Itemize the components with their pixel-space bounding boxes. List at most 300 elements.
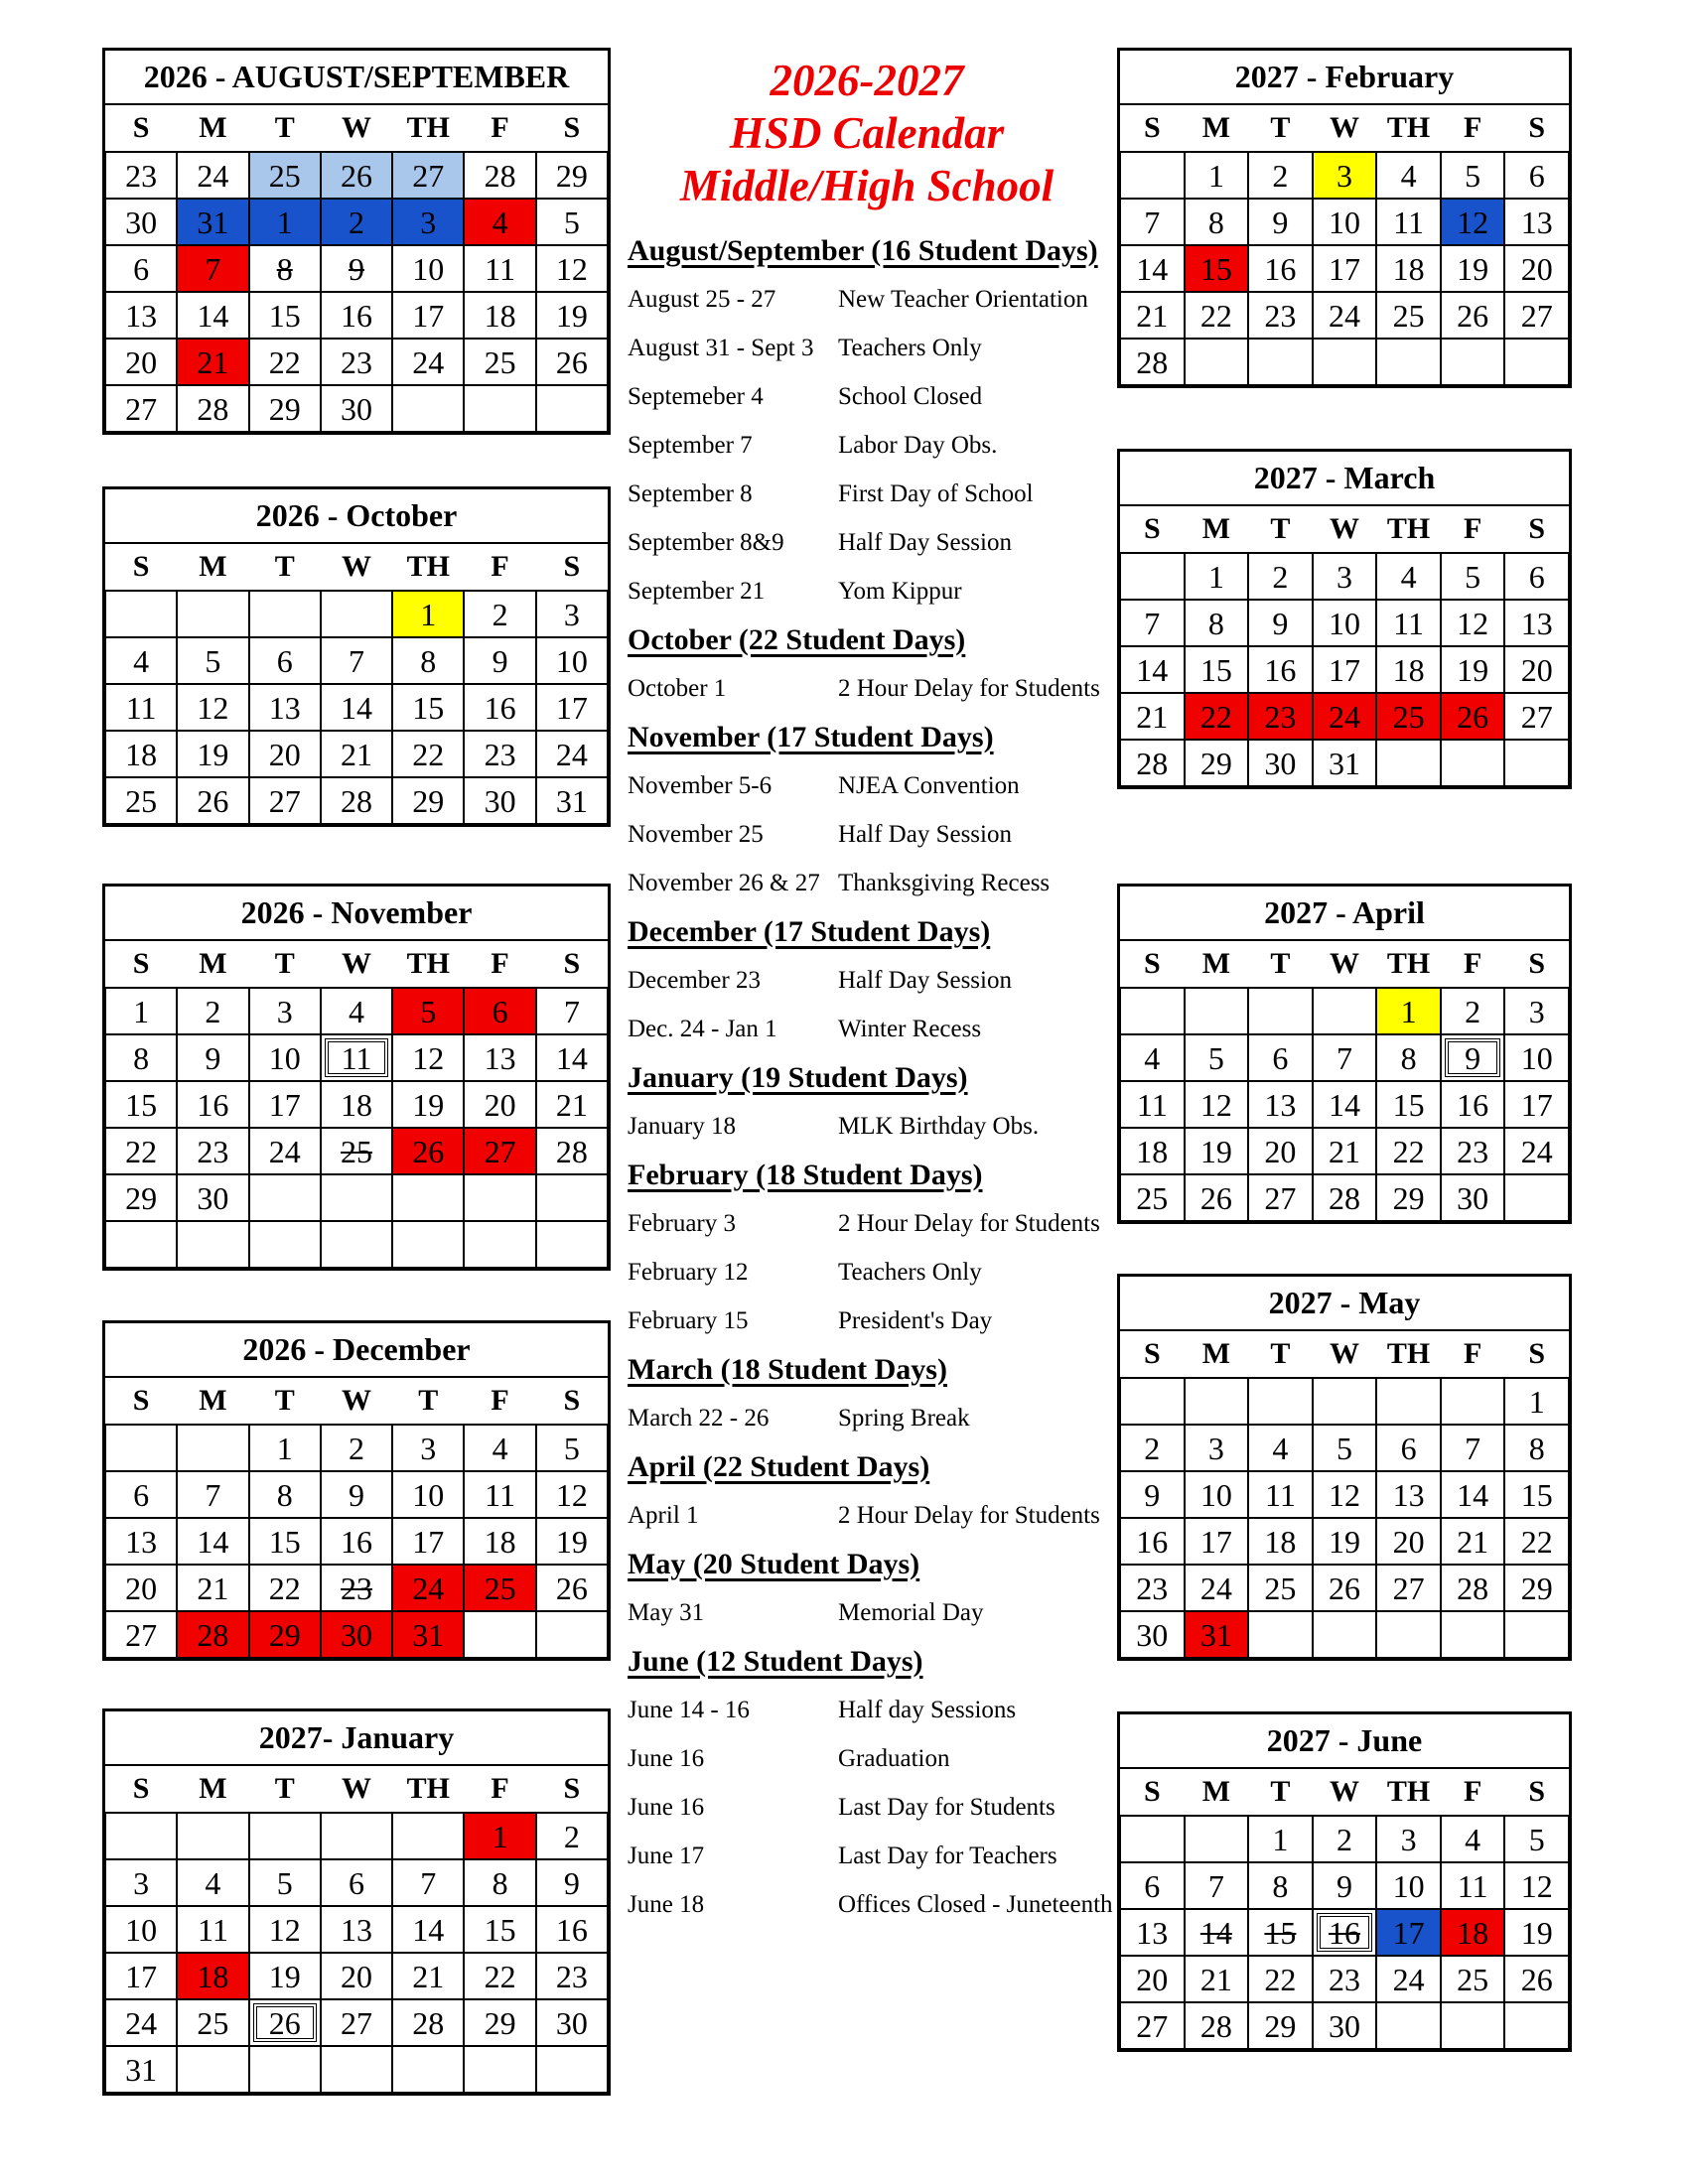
day-cell [105, 637, 177, 684]
weekday-label: M [199, 1772, 227, 1805]
event-description: 2 Hour Delay for Students [838, 1501, 1100, 1529]
day-cell [1441, 1518, 1505, 1565]
weekday-label: W [1329, 947, 1359, 980]
day-number: 9 [492, 642, 508, 679]
day-cell [1441, 1128, 1505, 1174]
day-cell [1376, 553, 1441, 600]
event-description: Half Day Session [838, 820, 1012, 848]
weekday-label: W [341, 111, 371, 144]
day-cell [249, 1611, 321, 1658]
day-cell [1504, 1471, 1569, 1518]
day-number: 6 [492, 993, 508, 1029]
event-date: January 18 [628, 1112, 736, 1140]
day-number: 15 [1264, 1914, 1297, 1951]
calendar-march-2027 [1117, 449, 1572, 789]
day-number: 23 [555, 1958, 588, 1994]
day-cell [1185, 1128, 1249, 1174]
weekday-header-row [105, 105, 608, 152]
section-heading [628, 1151, 1106, 1199]
day-cell [1504, 292, 1569, 339]
day-number: 27 [1264, 1179, 1297, 1216]
calendar-title: 2027 - March [1120, 452, 1569, 506]
day-cell [1313, 339, 1377, 385]
day-cell [1504, 693, 1569, 740]
day-cell [392, 731, 464, 777]
day-number: 27 [1520, 698, 1553, 735]
day-cell [105, 1128, 177, 1174]
event-row [628, 275, 1106, 324]
calendar-october-2026 [102, 486, 611, 827]
day-number: 25 [1136, 1179, 1169, 1216]
weekday-label: F [491, 1772, 509, 1805]
day-number: 19 [555, 297, 588, 334]
day-cell [1185, 1174, 1249, 1221]
day-cell [105, 1953, 177, 1999]
day-cell [536, 1034, 608, 1081]
weekday-label: S [1143, 1775, 1161, 1808]
weekday-label: S [1528, 947, 1546, 980]
day-number: 3 [563, 596, 580, 632]
day-number: 22 [1264, 1961, 1297, 1997]
day-cell [249, 1174, 321, 1221]
day-number: 26 [555, 1570, 588, 1606]
event-description: MLK Birthday Obs. [838, 1112, 1040, 1140]
event-date: August 31 - Sept 3 [628, 334, 814, 361]
day-number: 22 [1520, 1523, 1553, 1560]
day-cell [464, 1906, 535, 1953]
day-cell [464, 1128, 535, 1174]
weekday-label: S [563, 111, 581, 144]
day-number: 25 [340, 1133, 372, 1169]
day-number: 17 [1199, 1523, 1232, 1560]
day-number: 17 [1328, 250, 1360, 287]
day-number: 23 [484, 736, 516, 772]
day-cell [321, 731, 392, 777]
day-cell [1248, 1909, 1313, 1956]
day-number: 19 [1457, 651, 1489, 688]
day-cell [177, 339, 248, 385]
day-number: 26 [268, 2004, 301, 2041]
section-heading [628, 1345, 1106, 1394]
day-number: 5 [1528, 1821, 1545, 1857]
day-number: 9 [1272, 204, 1289, 240]
day-number: 22 [484, 1958, 516, 1994]
day-cell [177, 1034, 248, 1081]
day-number: 27 [412, 157, 445, 194]
day-cell [1504, 988, 1569, 1034]
day-cell [321, 1518, 392, 1565]
day-cell [1504, 1128, 1569, 1174]
event-description: Last Day for Students [838, 1793, 1055, 1821]
day-number: 13 [1520, 204, 1553, 240]
page-title [628, 55, 1106, 212]
day-cell [536, 1999, 608, 2046]
day-cell [105, 1034, 177, 1081]
day-number: 6 [1400, 1430, 1417, 1466]
day-cell [105, 1174, 177, 1221]
day-cell [1248, 152, 1313, 199]
weekday-label: M [1201, 111, 1231, 144]
day-cell [1248, 1128, 1313, 1174]
day-number: 16 [555, 1911, 588, 1948]
day-number: 20 [1136, 1961, 1169, 1997]
day-number: 25 [1457, 1961, 1489, 1997]
day-cell [1120, 1565, 1185, 1611]
weekday-label: TH [406, 947, 450, 980]
day-number: 13 [125, 297, 158, 334]
event-description: Offices Closed - Juneteenth [838, 1890, 1113, 1918]
day-cell [1504, 1081, 1569, 1128]
day-cell [1441, 1425, 1505, 1471]
day-number: 21 [412, 1958, 445, 1994]
day-grid [105, 1813, 608, 2093]
day-number: 4 [1144, 1039, 1161, 1076]
day-cell [177, 1813, 248, 1859]
day-number: 6 [1272, 1039, 1289, 1076]
day-cell [321, 591, 392, 637]
weekday-label: S [1528, 1775, 1546, 1808]
day-cell [1441, 1174, 1505, 1221]
day-cell [177, 1953, 248, 1999]
day-cell [392, 292, 464, 339]
day-cell [536, 637, 608, 684]
day-cell [105, 1471, 177, 1518]
day-number: 3 [276, 993, 293, 1029]
event-description: President's Day [838, 1306, 993, 1334]
day-cell [1185, 199, 1249, 245]
day-cell [1313, 199, 1377, 245]
day-cell [1313, 1565, 1377, 1611]
day-number: 18 [1392, 651, 1425, 688]
day-number: 12 [1457, 204, 1489, 240]
day-cell [1313, 646, 1377, 693]
day-cell [177, 591, 248, 637]
day-cell [536, 1859, 608, 1906]
day-number: 21 [1136, 297, 1169, 334]
day-cell [321, 777, 392, 824]
day-cell [1120, 553, 1185, 600]
day-cell [536, 1174, 608, 1221]
day-cell [1120, 152, 1185, 199]
day-cell [392, 1906, 464, 1953]
section-heading-text: November (17 Student Days) [628, 720, 994, 753]
day-cell [1376, 1862, 1441, 1909]
weekday-label: W [1329, 1337, 1359, 1370]
weekday-label: W [1329, 1775, 1359, 1808]
day-number: 4 [1400, 558, 1417, 595]
day-number: 16 [1136, 1523, 1169, 1560]
day-cell [464, 1953, 535, 1999]
event-date: June 16 [628, 1744, 705, 1772]
day-number: 2 [1144, 1430, 1161, 1466]
day-number: 24 [197, 157, 229, 194]
day-number: 15 [484, 1911, 516, 1948]
weekday-label: F [491, 947, 509, 980]
day-cell [464, 1471, 535, 1518]
day-cell [105, 1999, 177, 2046]
weekday-header-row [105, 941, 608, 988]
day-cell [321, 1813, 392, 1859]
calendar-title: 2026 - October [105, 489, 608, 544]
day-number: 5 [276, 1864, 293, 1901]
day-number: 6 [276, 642, 293, 679]
section-heading [628, 615, 1106, 664]
day-number: 23 [1264, 297, 1297, 334]
day-cell [1248, 988, 1313, 1034]
event-date: October 1 [628, 674, 727, 702]
day-number: 7 [1465, 1430, 1481, 1466]
day-number: 3 [420, 204, 437, 240]
day-number: 1 [1400, 993, 1417, 1029]
day-cell [249, 1953, 321, 1999]
day-number: 30 [197, 1179, 229, 1216]
day-cell [1376, 2002, 1441, 2049]
day-cell [1248, 600, 1313, 646]
day-cell [105, 199, 177, 245]
day-number: 1 [1207, 558, 1224, 595]
day-cell [392, 777, 464, 824]
day-number: 11 [1457, 1867, 1488, 1904]
day-number: 24 [1328, 698, 1360, 735]
day-cell [464, 1081, 535, 1128]
day-cell [321, 1565, 392, 1611]
day-cell [536, 731, 608, 777]
day-number: 13 [1136, 1914, 1169, 1951]
day-cell [1376, 1909, 1441, 1956]
day-cell [1376, 600, 1441, 646]
day-number: 17 [1328, 651, 1360, 688]
day-cell [464, 292, 535, 339]
day-cell [392, 1081, 464, 1128]
day-cell [464, 1425, 535, 1471]
weekday-label: M [1201, 512, 1231, 545]
day-number: 25 [125, 782, 158, 819]
day-cell [105, 988, 177, 1034]
calendar-title: 2027 - April [1120, 887, 1569, 941]
day-cell [464, 777, 535, 824]
day-cell [249, 1034, 321, 1081]
weekday-label: F [1463, 1337, 1482, 1370]
day-cell [1376, 1378, 1441, 1425]
event-row [628, 1005, 1106, 1053]
day-cell [392, 152, 464, 199]
day-cell [321, 199, 392, 245]
day-cell [1441, 646, 1505, 693]
day-cell [536, 1611, 608, 1658]
day-number: 2 [1465, 993, 1481, 1029]
day-cell [321, 1471, 392, 1518]
event-description: Spring Break [838, 1404, 970, 1432]
day-cell [1504, 1174, 1569, 1221]
section-heading-text: April (22 Student Days) [628, 1449, 930, 1483]
day-number: 4 [1465, 1821, 1481, 1857]
weekday-label: S [563, 1384, 581, 1417]
event-description: New Teacher Orientation [838, 285, 1088, 313]
event-description: Teachers Only [838, 1258, 982, 1286]
event-description: Winter Recess [838, 1015, 982, 1042]
page-title-line-2: HSD Calendar [729, 108, 1005, 158]
day-cell [321, 1859, 392, 1906]
day-cell [1376, 1081, 1441, 1128]
day-number: 2 [348, 1430, 364, 1466]
day-number: 6 [1144, 1867, 1161, 1904]
day-cell [321, 1081, 392, 1128]
section-heading [628, 1053, 1106, 1102]
day-number: 14 [555, 1039, 588, 1076]
day-number: 4 [1272, 1430, 1289, 1466]
day-cell [1185, 1034, 1249, 1081]
day-number: 8 [492, 1864, 508, 1901]
day-number: 28 [555, 1133, 588, 1169]
weekday-header-row [105, 1766, 608, 1813]
day-number: 11 [1265, 1476, 1296, 1513]
day-number: 10 [268, 1039, 301, 1076]
day-number: 13 [1392, 1476, 1425, 1513]
day-cell [1185, 1425, 1249, 1471]
day-cell [392, 2046, 464, 2093]
day-cell [177, 1611, 248, 1658]
day-cell [1120, 1128, 1185, 1174]
section-heading [628, 1442, 1106, 1491]
day-number: 14 [1328, 1086, 1360, 1123]
day-cell [1185, 339, 1249, 385]
day-cell [1120, 339, 1185, 385]
day-cell [1248, 646, 1313, 693]
day-number: 8 [133, 1039, 150, 1076]
event-description: Last Day for Teachers [838, 1842, 1057, 1869]
event-description: Half day Sessions [838, 1696, 1017, 1723]
day-number: 15 [412, 689, 445, 726]
day-cell [321, 245, 392, 292]
calendar-may-2027 [1117, 1274, 1572, 1661]
day-number: 4 [1400, 157, 1417, 194]
event-row [628, 421, 1106, 470]
day-cell [249, 988, 321, 1034]
day-number: 13 [1520, 605, 1553, 641]
event-date: Septemeber 4 [628, 382, 764, 410]
day-cell [1504, 1518, 1569, 1565]
day-number: 3 [133, 1864, 150, 1901]
day-cell [1185, 553, 1249, 600]
day-cell [249, 1128, 321, 1174]
event-date: June 17 [628, 1842, 705, 1869]
day-number: 15 [1392, 1086, 1425, 1123]
day-cell [392, 385, 464, 432]
section-heading [628, 1637, 1106, 1686]
day-cell [1120, 1816, 1185, 1862]
day-cell [464, 1221, 535, 1268]
event-description: 2 Hour Delay for Students [838, 1209, 1100, 1237]
day-number: 19 [412, 1086, 445, 1123]
day-cell [1441, 1862, 1505, 1909]
day-cell [321, 1999, 392, 2046]
day-number: 31 [555, 782, 588, 819]
weekday-label: M [1201, 947, 1231, 980]
day-number: 21 [1328, 1133, 1360, 1169]
weekday-label: TH [1386, 1775, 1431, 1808]
day-number: 6 [1528, 558, 1545, 595]
day-number: 5 [1336, 1430, 1352, 1466]
day-cell [1313, 1611, 1377, 1658]
day-cell [249, 777, 321, 824]
day-number: 25 [1264, 1570, 1297, 1606]
event-row [628, 372, 1106, 421]
day-cell [1313, 1174, 1377, 1221]
day-number: 27 [340, 2004, 372, 2041]
calendar-january-2027 [102, 1708, 611, 2096]
day-cell [249, 1906, 321, 1953]
day-number: 17 [1392, 1914, 1425, 1951]
day-cell [1313, 1909, 1377, 1956]
day-cell [464, 1174, 535, 1221]
day-cell [1376, 1471, 1441, 1518]
day-cell [536, 1128, 608, 1174]
day-cell [536, 1425, 608, 1471]
day-number: 30 [1136, 1616, 1169, 1653]
day-cell [249, 339, 321, 385]
day-number: 14 [412, 1911, 445, 1948]
day-number: 21 [197, 1570, 229, 1606]
event-description: Half Day Session [838, 966, 1012, 994]
event-date: May 31 [628, 1598, 705, 1626]
day-number: 11 [341, 1039, 372, 1076]
event-row [628, 1832, 1106, 1880]
day-number: 18 [1392, 250, 1425, 287]
day-number: 10 [412, 1476, 445, 1513]
day-number: 23 [340, 343, 372, 380]
day-number: 1 [1207, 157, 1224, 194]
day-cell [1120, 740, 1185, 786]
day-cell [321, 988, 392, 1034]
calendar-title: 2026 - November [105, 887, 608, 941]
day-cell [1313, 693, 1377, 740]
day-number: 8 [276, 250, 293, 287]
day-cell [1441, 1956, 1505, 2002]
day-cell [249, 385, 321, 432]
day-number: 22 [1199, 297, 1232, 334]
day-cell [105, 1221, 177, 1268]
day-number: 8 [1400, 1039, 1417, 1076]
day-number: 9 [1336, 1867, 1352, 1904]
day-number: 27 [1392, 1570, 1425, 1606]
day-cell [1441, 740, 1505, 786]
day-number: 3 [1400, 1821, 1417, 1857]
weekday-label: T [274, 111, 295, 144]
day-cell [105, 245, 177, 292]
day-cell [1376, 339, 1441, 385]
day-cell [1313, 245, 1377, 292]
section-heading [628, 226, 1106, 275]
day-cell [1120, 1081, 1185, 1128]
day-number: 26 [1328, 1570, 1360, 1606]
day-cell [105, 731, 177, 777]
event-row [628, 567, 1106, 615]
day-number: 26 [1199, 1179, 1232, 1216]
day-number: 24 [1520, 1133, 1553, 1169]
day-number: 10 [1520, 1039, 1553, 1076]
weekday-label: W [1329, 512, 1359, 545]
day-number: 26 [555, 343, 588, 380]
day-cell [1441, 292, 1505, 339]
day-cell [177, 199, 248, 245]
day-number: 6 [1528, 157, 1545, 194]
day-number: 14 [1457, 1476, 1489, 1513]
day-cell [464, 1611, 535, 1658]
day-number: 10 [125, 1911, 158, 1948]
day-cell [1248, 1425, 1313, 1471]
day-grid [1120, 1816, 1569, 2049]
day-cell [321, 1425, 392, 1471]
